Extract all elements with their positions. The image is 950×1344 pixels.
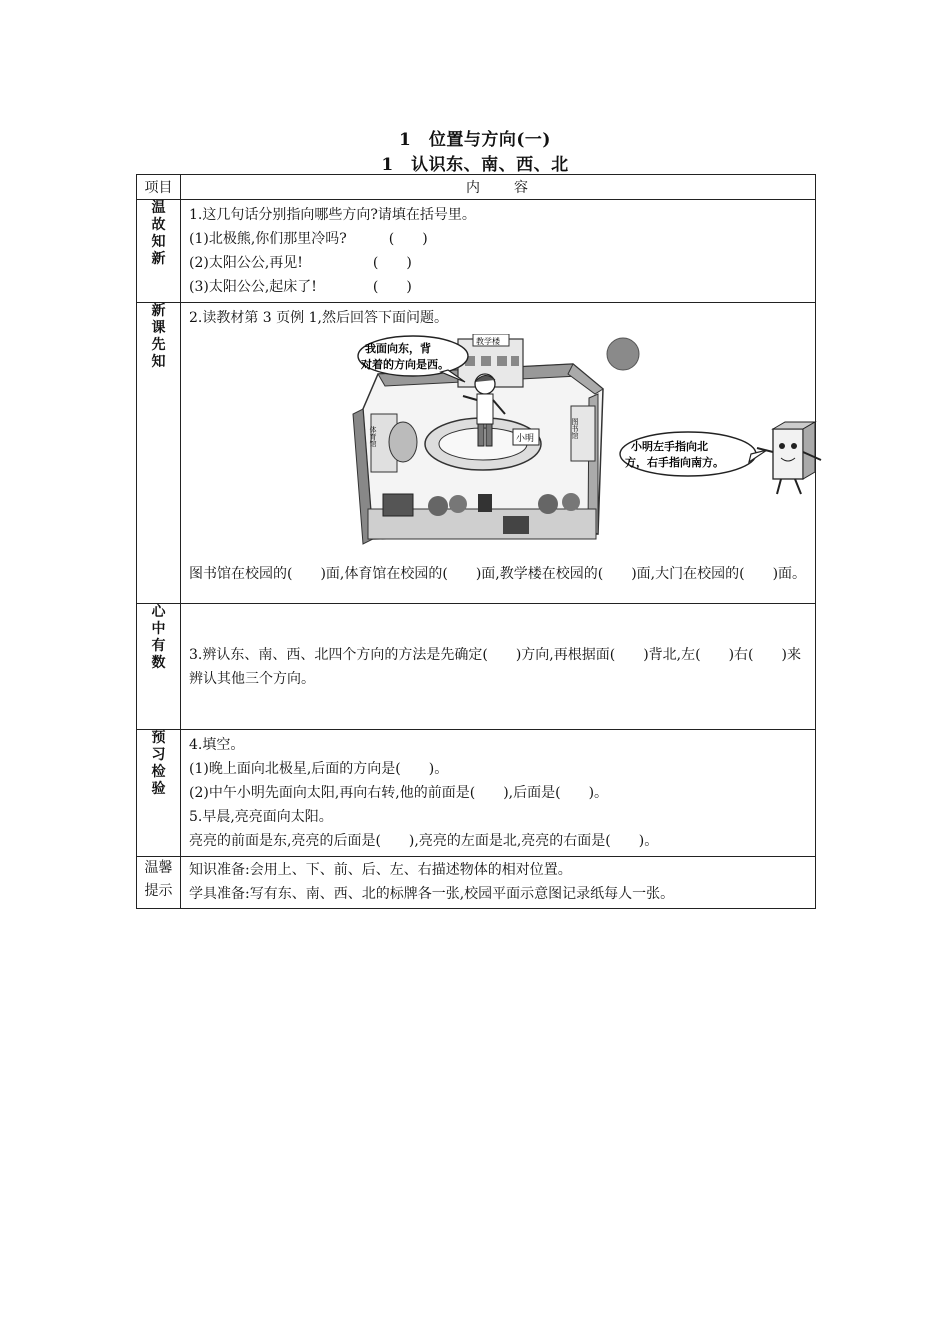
campus-illustration [273,334,833,556]
page-title: 1 位置与方向(一) [399,130,551,150]
question-line: 1.这几句话分别指向哪些方向?请填在括号里。 [189,207,476,223]
bubble-left-line1: 我面向东，背 [365,342,431,355]
section-content-cell [181,604,816,730]
section-label: 预习检验 [151,730,166,797]
header-item: 项目 [137,175,181,200]
section-tips-row [137,857,816,909]
section-label-cell [137,200,181,303]
section-mind-row [137,604,816,730]
section-new-lesson-row [137,303,816,604]
section-label: 新课先知 [151,303,166,370]
section-label-cell [137,730,181,857]
question-line: 亮亮的前面是东,亮亮的后面是( ),亮亮的左面是北,亮亮的右面是( )。 [189,833,659,849]
question-line: (2)太阳公公,再见! ( ) [189,255,412,271]
question-line: (1)晚上面向北极星,后面的方向是( )。 [189,761,449,777]
sign-teaching-building: 教学楼 [476,337,500,346]
section-label: 心中有数 [151,604,166,671]
section-label: 温馨提示 [144,860,173,899]
question-line: 4.填空。 [189,737,245,753]
section-label-cell [137,303,181,604]
section-content-cell [181,857,816,909]
sign-library: 图书馆 [571,418,579,439]
bubble-left-line2: 对着的方向是西。 [361,358,449,371]
campus-illustration-svg [273,334,833,556]
section-preview-row [137,730,816,857]
bubble-right-line2: 方，右手指向南方。 [625,456,724,469]
section-label: 温故知新 [151,200,166,267]
question-line: 5.早晨,亮亮面向太阳。 [189,809,333,825]
question-line: (2)中午小明先面向太阳,再向右转,他的前面是( ),后面是( )。 [189,785,609,801]
section-label-cell [137,857,181,909]
section-content-cell [181,303,816,604]
sign-gym: 体育馆 [369,426,377,447]
page-subtitle: 1 认识东、南、西、北 [381,155,569,175]
table-header-row [137,175,816,200]
question-line: (3)太阳公公,起床了! ( ) [189,279,412,295]
question-line: 3.辨认东、南、西、北四个方向的方法是先确定( )方向,再根据面( )背北,左( )右( )来辨认其他三个方向。 [189,646,801,687]
section-content-cell [181,730,816,857]
bubble-right-line1: 小明左手指向北 [631,440,708,453]
question-line: (1)北极熊,你们那里冷吗? ( ) [189,231,428,247]
question-line: 2.读教材第 3 页例 1,然后回答下面问题。 [189,310,448,326]
header-content: 内 容 [181,175,816,200]
sign-xiaoming: 小明 [516,434,535,444]
section-content-cell [181,200,816,303]
worksheet-table [136,174,816,909]
section-label-cell [137,604,181,730]
question-line: 知识准备:会用上、下、前、后、左、右描述物体的相对位置。 [189,862,572,878]
section-review-row [137,200,816,303]
question-line: 图书馆在校园的( )面,体育馆在校园的( )面,教学楼在校园的( )面,大门在校园的( )面。 [189,566,807,582]
question-line: 学具准备:写有东、南、西、北的标牌各一张,校园平面示意图记录纸每人一张。 [189,886,675,902]
